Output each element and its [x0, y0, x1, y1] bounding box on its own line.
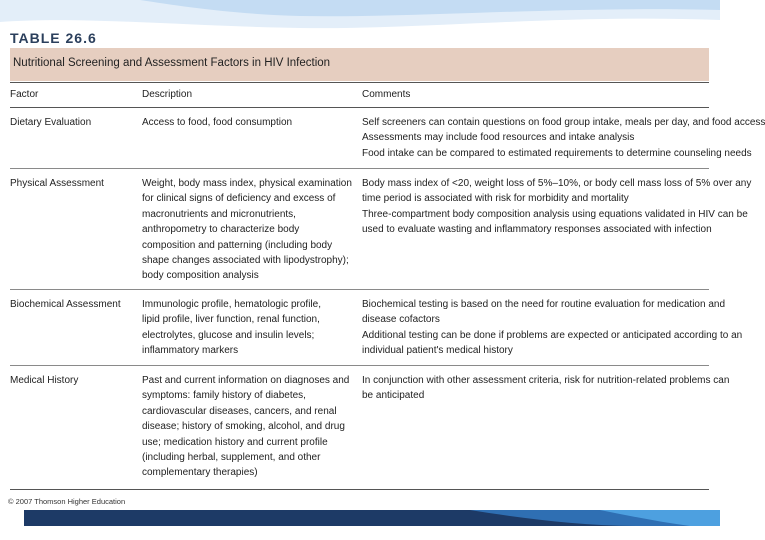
- header-top-rule: [10, 82, 709, 83]
- row-2-description-line: Weight, body mass index, physical examination: [142, 178, 352, 189]
- row-divider: [10, 289, 709, 290]
- row-2-description-line: body composition analysis: [142, 270, 259, 282]
- row-3-factor: Biochemical Assessment: [10, 299, 121, 310]
- row-2-description-line: shape changes associated with lipodystrophy);: [142, 255, 349, 267]
- row-3-description-line: lipid profile, liver function, renal function,: [142, 314, 320, 326]
- column-header-factor: Factor: [10, 89, 39, 100]
- row-2-description-line: for clinical signs of deficiency and excess of: [142, 193, 336, 205]
- row-4-comment-line: In conjunction with other assessment criteria, risk for nutrition-related problems can: [362, 375, 730, 386]
- row-2-comment-line: time period is associated with risk for morbidity and mortality: [362, 193, 629, 205]
- row-2-comments: [362, 176, 752, 238]
- row-4-factor: Medical History: [10, 375, 79, 386]
- bottom-decorative-bar: [0, 506, 720, 540]
- row-4-comment-line: be anticipated: [362, 390, 425, 402]
- copyright-notice: © 2007 Thomson Higher Education: [8, 497, 126, 506]
- row-1-factor: Dietary Evaluation: [10, 117, 92, 128]
- top-decorative-swoosh: [0, 0, 720, 36]
- row-3-description-line: electrolytes, glucose and insulin levels;: [142, 329, 315, 341]
- row-3-description-line: inflammatory markers: [142, 345, 239, 357]
- row-1-comment-line: Food intake can be compared to estimated requirements to determine counseling needs: [362, 147, 752, 159]
- row-4-description-line: disease; history of smoking, alcohol, and drug: [142, 421, 345, 433]
- row-2-comment-line: Three-compartment body composition analysis using equations validated in HIV can be: [362, 208, 748, 220]
- row-2-description-line: anthropometry to characterize body: [142, 224, 300, 236]
- row-4-description-line: cardiovascular diseases, cancers, and renal: [142, 405, 337, 417]
- row-divider: [10, 168, 709, 169]
- row-3-comment-line: Biochemical testing is based on the need for routine evaluation for medication and: [362, 299, 726, 310]
- row-4-description-line: Past and current information on diagnoses and: [142, 375, 350, 386]
- row-3-comment-line: Additional testing can be done if problems are expected or anticipated according to an: [362, 329, 743, 341]
- row-3-comment-line: individual patient's medical history: [362, 345, 513, 357]
- row-4-description-line: complementary therapies): [142, 467, 258, 479]
- row-4-comments: [362, 373, 730, 404]
- row-2-description-line: macronutrients and micronutrients,: [142, 208, 296, 220]
- row-4-description: [142, 373, 352, 481]
- row-2-factor: Physical Assessment: [10, 178, 104, 189]
- row-4-description-line: use; medication history and current profile: [142, 436, 328, 448]
- table-number-label: TABLE 26.6: [10, 30, 97, 46]
- row-2-description: [142, 176, 352, 284]
- table-title-text: Nutritional Screening and Assessment Factors in HIV Infection: [13, 57, 331, 69]
- row-2-comment-line: used to evaluate wasting and inflammatory responses associated with infection: [362, 224, 712, 236]
- row-3-comments: [362, 297, 743, 359]
- row-1-comment-line: Assessments may include food resources and intake analysis: [362, 132, 635, 144]
- row-3-description-line: Immunologic profile, hematologic profile,: [142, 299, 321, 310]
- row-2-description-line: composition and patterning (including body: [142, 239, 333, 251]
- row-divider: [10, 365, 709, 366]
- row-1-description: [142, 115, 352, 130]
- row-4-description-line: (including herbal, supplement, and other: [142, 452, 321, 464]
- table-title: [10, 48, 709, 81]
- row-1-comment-line: Self screeners can contain questions on food group intake, meals per day, and food access: [362, 117, 765, 128]
- header-bottom-rule: [10, 107, 709, 108]
- row-3-description: [142, 297, 352, 359]
- row-1-description-line: Access to food, food consumption: [142, 117, 293, 128]
- row-3-comment-line: disease cofactors: [362, 314, 440, 326]
- row-2-comment-line: Body mass index of <20, weight loss of 5%–10%, or body cell mass loss of 5% over any: [362, 178, 752, 189]
- row-1-comments: [362, 115, 765, 161]
- row-4-description-line: symptoms: family history of diabetes,: [142, 390, 306, 402]
- column-header-description: Description: [142, 89, 193, 100]
- table-bottom-rule: [10, 489, 709, 490]
- column-header-comments: Comments: [362, 89, 411, 100]
